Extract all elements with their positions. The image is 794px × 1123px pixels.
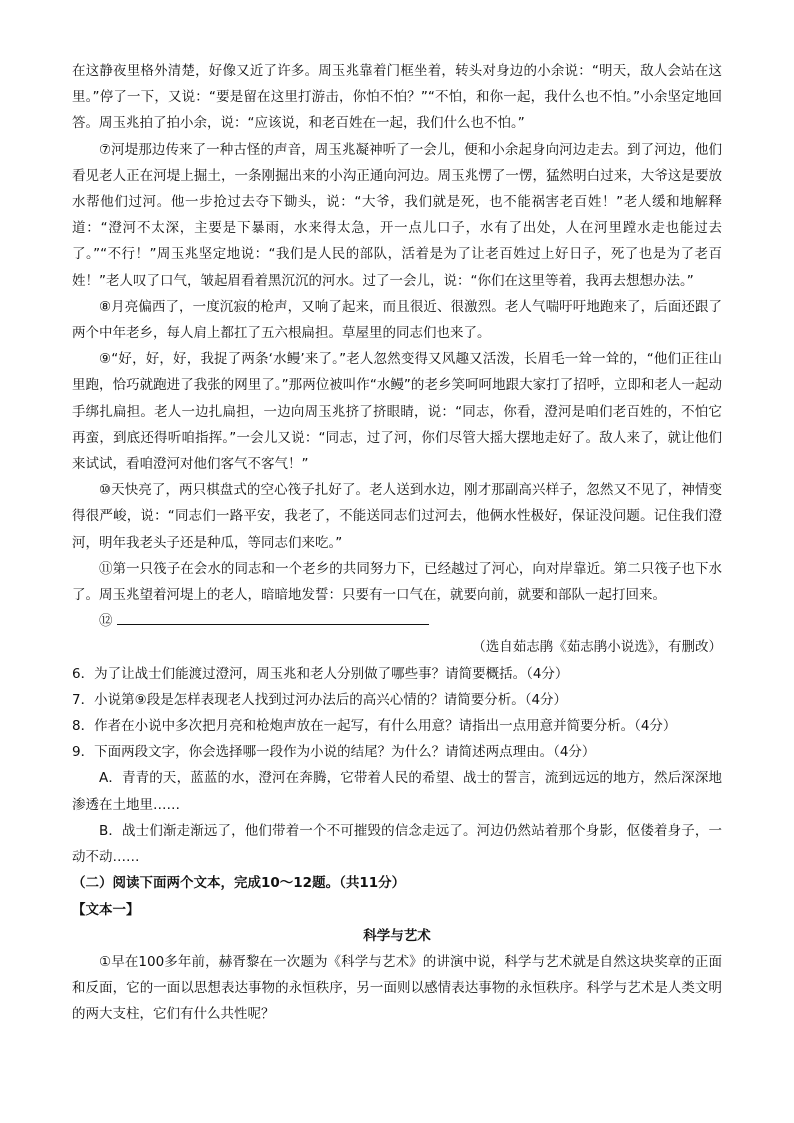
story-paragraph-11: ⑪第一只筏子在会水的同志和一个老乡的共同努力下，已经越过了河心，向对岸靠近。第二只筏子也下水了。周玉兆望着河堤上的老人，暗暗地发誓：只要有一口气在，就要向前，就要和部队一起打回来。 (72, 560, 722, 604)
question-7: 7．小说第⑨段是怎样表现老人找到过河办法后的高兴心情的？请简要分析。（4分） (72, 691, 568, 708)
story-paragraph-12 (72, 608, 722, 634)
question-6: 6．为了让战士们能渡过澄河，周玉兆和老人分别做了哪些事？请简要概括。（4分） (72, 665, 569, 682)
option-b: B．战士们渐走渐远了，他们带着一个不可摧毁的信念走远了。河边仍然站着那个身影，伛偻着身子，一动不动…… (72, 822, 722, 866)
story-paragraph-10: ⑩天快亮了，两只棋盘式的空心筏子扎好了。老人送到水边，刚才那副高兴样子，忽然又不见了，神情变得很严峻，说：“同志们一路平安，我老了，不能送同志们过河去，他俩水性极好，保证没问题。记住我们澄河，明年我老头子还是种瓜，等同志们来吃。” (72, 482, 722, 551)
story-source: （选自茹志鹃《茹志鹃小说选》，有删改） (472, 639, 722, 656)
story-paragraph-8: ⑧月亮偏西了，一度沉寂的枪声，又响了起来，而且很近、很激烈。老人气喘吁吁地跑来了，后面还跟了两个中年老乡，每人肩上都扛了五六根扁担。草屋里的同志们也来了。 (72, 298, 722, 342)
story-paragraph-7: ⑦河堤那边传来了一种古怪的声音，周玉兆凝神听了一会儿，便和小余起身向河边走去。到了河边，他们看见老人正在河堤上掘土，一条刚掘出来的小沟正通向河边。周玉兆愣了一愣，猛然明白过来，大爷这是要放水帮他们过河。他一步抢过去夺下锄头，说：“大爷，我们就是死，也不能祸害老百姓！”老人缓和地解释道：“澄河不太深，主要是下暴雨，水来得太急，开一点儿口子，水有了出处，人在河里蹚水走也能过去了。”“不行！”周玉兆坚定地说：“我们是人民的部队，活着是为了让老百姓过上好日子，死了也是为了老百姓！”老人叹了口气，皱起眉看着黑沉沉的河水。过了一会儿，说：“你们在这里等着，我再去想想办法。” (72, 141, 722, 289)
story-paragraph-9: ⑨“好，好，好，我捉了两条‘水鳗’来了。”老人忽然变得又风趣又活泼，长眉毛一耸一耸的，“他们正往山里跑，恰巧就跑进了我张的网里了。”那两位被叫作“水鳗”的老乡笑呵呵地跟大家打了招呼，立即和老人一起动手绑扎扁担。老人一边扎扁担，一边向周玉兆挤了挤眼睛，说：“同志，你看，澄河是咱们老百姓的，不怕它再蛮，到底还得听咱指挥。”一会儿又说：“同志，过了河，你们尽管大摇大摆地走好了。敌人来了，就让他们来试试，看咱澄河对他们客气不客气！” (72, 351, 722, 473)
question-9: 9．下面两段文字，你会选择哪一段作为小说的结尾？为什么？请简述两点理由。（4分） (72, 744, 596, 761)
article-title: 科学与艺术 (363, 927, 431, 944)
paragraph-12-number: ⑫ (99, 613, 113, 630)
story-paragraph-continued: 在这静夜里格外清楚，好像又近了许多。周玉兆靠着门框坐着，转头对身边的小余说：“明天，敌人会站在这里。”停了一下，又说：“要是留在这里打游击，你怕不怕？”“不怕，和你一起，我什么也不怕。”小余坚定地回答。周玉兆拍了拍小余，说：“应该说，和老百姓在一起，我们什么也不怕。” (72, 63, 722, 132)
option-a: A．青青的天，蓝蓝的水，澄河在奔腾，它带着人民的希望、战士的誓言，流到远远的地方，然后深深地渗透在土地里…… (72, 770, 722, 813)
question-8: 8．作者在小说中多次把月亮和枪炮声放在一起写，有什么用意？请指出一点用意并简要分析。（4分） (72, 718, 677, 735)
answer-blank-line[interactable] (117, 610, 429, 625)
article-paragraph-1: ①早在100多年前，赫胥黎在一次题为《科学与艺术》的讲演中说，科学与艺术就是自然这块奖章的正面和反面，它的一面以思想表达事物的永恒秩序，另一面则以感情表达事物的永恒秩序。科学与艺术是人类文明的两大支柱，它们有什么共性呢？ (72, 953, 722, 1023)
text-one-label: 【文本一】 (72, 901, 140, 918)
section-2-heading: （二）阅读下面两个文本，完成10～12题。（共11分） (72, 875, 406, 892)
